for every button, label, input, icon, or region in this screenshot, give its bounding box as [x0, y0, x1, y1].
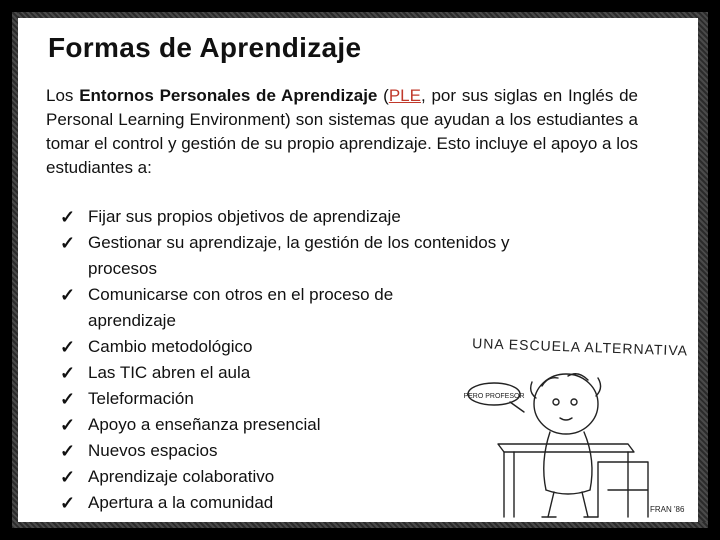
cartoon-caption: UNA ESCUELA ALTERNATIVA: [471, 335, 689, 359]
intro-bold-term: Entornos Personales de Aprendizaje: [79, 86, 378, 105]
intro-text-2: (: [377, 86, 389, 105]
list-item-text: Aprendizaje colaborativo: [88, 467, 275, 486]
frame-left-border: [12, 12, 18, 528]
cartoon-illustration: PERO PROFESOR UNA ESCUELA ALTERNATIVA FRAN '86 EL CONSEJO EDUCATIVO DE CANARIAS: [463, 335, 689, 536]
list-item-text: Teleformación: [88, 389, 194, 408]
checkmark-icon: ✓: [60, 207, 76, 227]
list-item-text: Las TIC abren el aula: [88, 363, 251, 382]
ple-link[interactable]: PLE: [388, 86, 421, 105]
checkmark-icon: ✓: [60, 467, 76, 487]
list-item-text: Apertura a la comunidad: [88, 493, 274, 512]
list-item: [56, 230, 616, 282]
list-item-text-continued: aprendizaje: [88, 311, 176, 330]
slide: [12, 12, 708, 536]
checkmark-icon: ✓: [60, 337, 76, 357]
page-title: Formas de Aprendizaje: [48, 32, 362, 63]
list-item-text: Fijar sus propios objetivos de aprendizaje: [88, 207, 401, 226]
list-item-text: Apoyo a enseñanza presencial: [88, 415, 321, 434]
list-item-text: Cambio metodológico: [88, 337, 253, 356]
checkmark-icon: ✓: [60, 415, 76, 435]
checkmark-icon: ✓: [60, 493, 76, 513]
checkmark-icon: ✓: [60, 363, 76, 383]
frame-top-border: [12, 12, 708, 18]
checkmark-icon: ✓: [60, 441, 76, 461]
checkmark-icon: ✓: [60, 233, 76, 253]
frame-right-border: [698, 12, 708, 528]
list-item-text: Gestionar su aprendizaje, la gestión de los contenidos y: [88, 233, 510, 252]
intro-paragraph: [46, 84, 638, 180]
list-item-text: Comunicarse con otros en el proceso de: [88, 285, 394, 304]
speech-bubble-text: PERO PROFESOR: [463, 393, 525, 400]
intro-text-1: Los: [46, 86, 80, 105]
list-item-text-continued: procesos: [88, 259, 157, 278]
desk: [498, 444, 634, 452]
list-item: [56, 204, 616, 230]
intro-text-3: , por sus siglas en Inglés de Personal Learning Environment) son sistemas que ayudan a los estudiantes a tomar el control y gestión de su propio aprendizaje. Esto incluye el apoyo a los estudiantes a:: [46, 86, 639, 177]
list-item-text: Nuevos espacios: [88, 441, 218, 460]
checkmark-icon: ✓: [60, 285, 76, 305]
cartoon-signature: FRAN '86: [650, 505, 685, 514]
checkmark-icon: ✓: [60, 389, 76, 409]
